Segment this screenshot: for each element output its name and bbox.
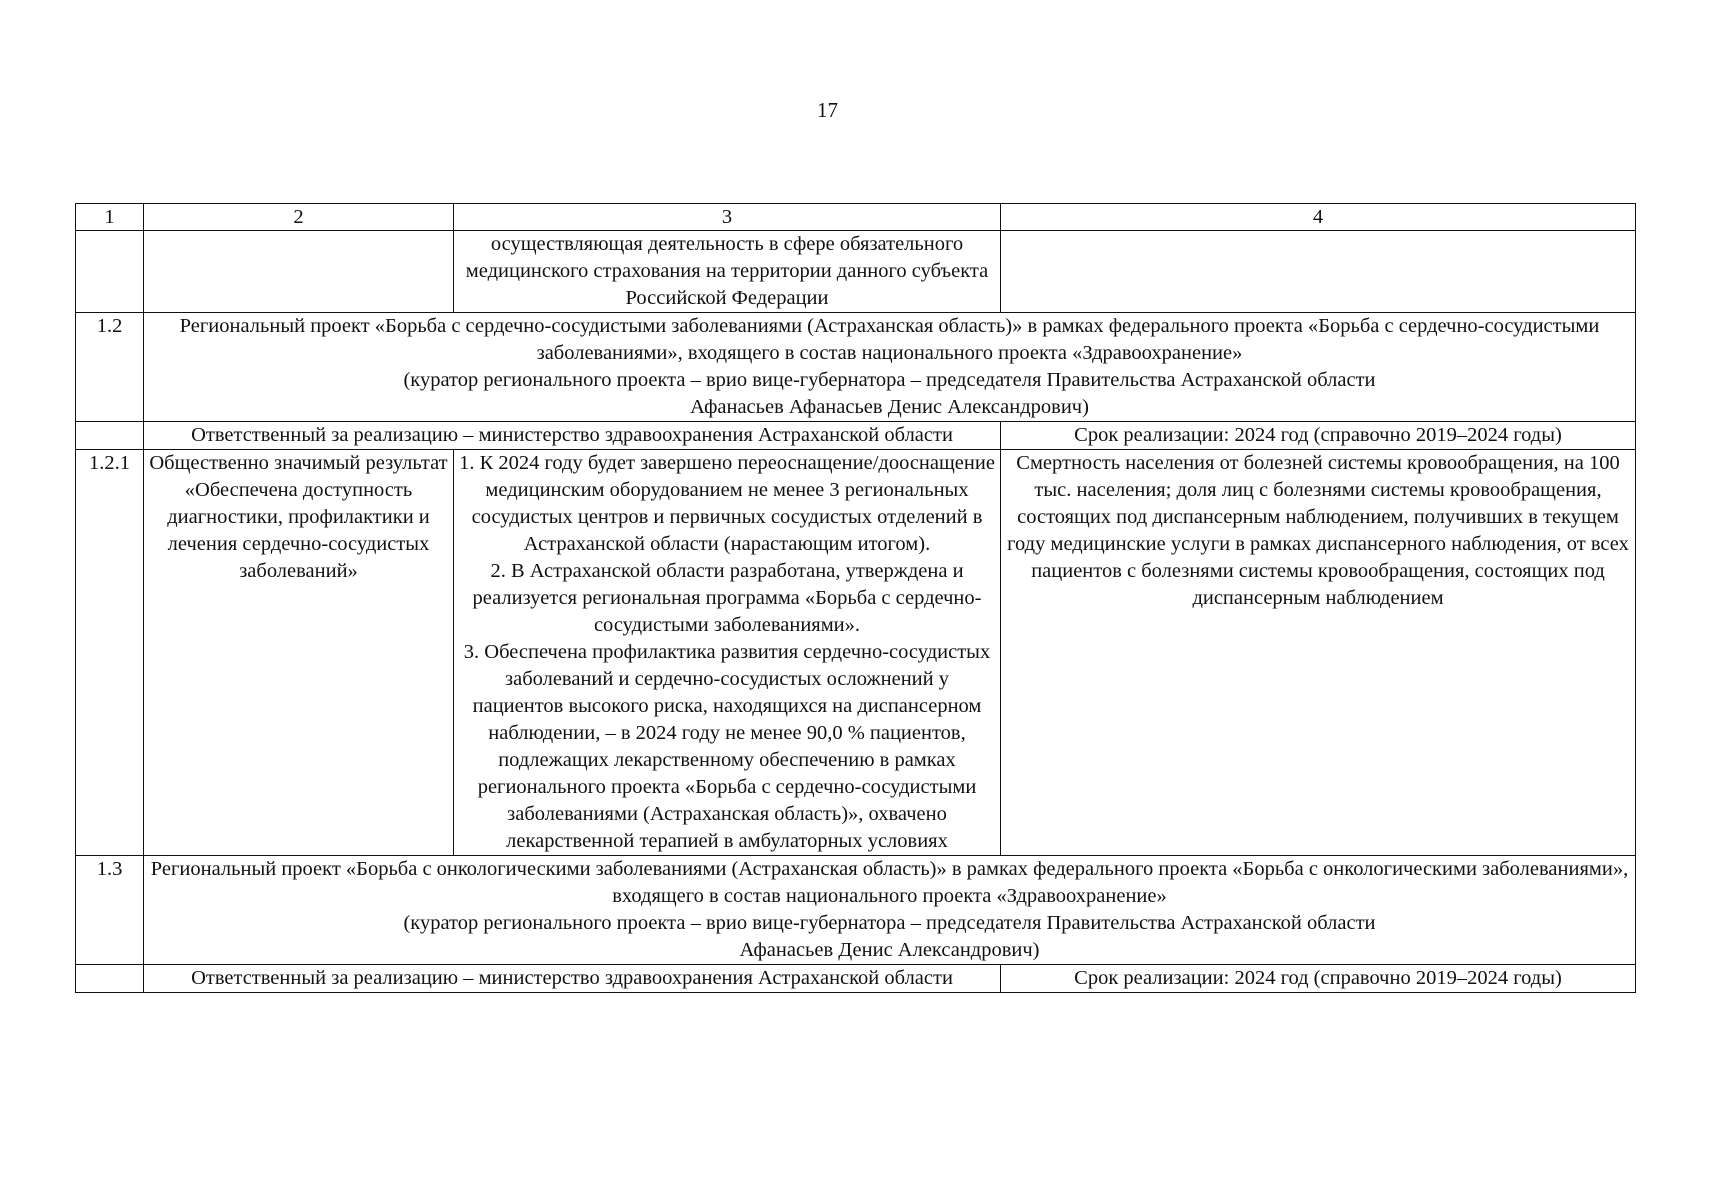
section-1-2-title-cell <box>144 313 1636 422</box>
section-1-2-curator-line1: (куратор регионального проекта – врио вице-губернатора – председателя Правительства Астраханской области <box>403 369 1376 391</box>
row-1-2-1-task-1: 1. К 2024 году будет завершено переоснащение/дооснащение медицинским оборудованием не менее 3 региональных сосудистых центров и первичных сосудистых отделений в Астраханской области (нарастающим итогом). <box>459 452 995 555</box>
section-1-3-term: Срок реализации: 2024 год (справочно 2019–2024 годы) <box>1001 965 1636 993</box>
section-1-2-title-row <box>76 313 1636 422</box>
header-cell-1: 1 <box>76 204 144 231</box>
section-1-3-curator-line1: (куратор регионального проекта – врио вице-губернатора – председателя Правительства Астраханской области <box>403 912 1376 934</box>
section-1-3-title-row <box>76 856 1636 965</box>
table-header-row <box>76 204 1636 231</box>
section-1-3-empty-num <box>76 965 144 993</box>
header-cell-4: 4 <box>1001 204 1636 231</box>
row-1-2-1-task-2: 2. В Астраханской области разработана, утверждена и реализуется региональная программа «Борьба с сердечно-сосудистыми заболеваниями». <box>472 560 982 636</box>
row-1-2-1-number: 1.2.1 <box>76 450 144 856</box>
continuation-col4-cell <box>1001 231 1636 313</box>
section-1-3-number: 1.3 <box>76 856 144 965</box>
continuation-col2-cell <box>144 231 454 313</box>
section-1-3-curator-line2: Афанасьев Денис Александрович) <box>739 939 1040 961</box>
page-number: 17 <box>817 98 838 122</box>
continuation-row <box>76 231 1636 313</box>
section-1-2-curator-line2: Афанасьев Афанасьев Денис Александрович) <box>690 396 1089 418</box>
header-cell-2: 2 <box>144 204 454 231</box>
section-1-3-title: Региональный проект «Борьба с онкологическими заболеваниями (Астраханская область)» в рамках федерального проекта «Борьба с онкологическими заболеваниями», входящего в состав национального проекта «Здравоохранение» <box>150 858 1629 907</box>
row-1-2-1-task-3: 3. Обеспечена профилактика развития сердечно-сосудистых заболеваний и сердечно-сосудистых осложнений у пациентов высокого риска, находящихся на диспансерном наблюдении, – в 2024 году не менее 90,0 % пациентов, подлежащих лекарственному обеспечению в рамках регионального проекта «Борьба с сердечно-сосудистыми заболеваниями (Астраханская область)», охвачено лекарственной терапией в амбулаторных условиях <box>463 641 991 852</box>
section-1-3-responsible: Ответственный за реализацию – министерство здравоохранения Астраханской области <box>144 965 1001 993</box>
section-1-2-responsible: Ответственный за реализацию – министерство здравоохранения Астраханской области <box>144 422 1001 450</box>
section-1-2-term: Срок реализации: 2024 год (справочно 2019–2024 годы) <box>1001 422 1636 450</box>
row-1-2-1 <box>76 450 1636 856</box>
section-1-3-title-cell <box>144 856 1636 965</box>
row-1-2-1-result: Общественно значимый результат «Обеспечена доступность диагностики, профилактики и лечения сердечно-сосудистых заболеваний» <box>144 450 454 856</box>
header-cell-3: 3 <box>454 204 1001 231</box>
row-1-2-1-tasks-cell <box>454 450 1001 856</box>
continuation-num-cell <box>76 231 144 313</box>
document-table <box>75 203 1636 993</box>
section-1-2-number: 1.2 <box>76 313 144 422</box>
section-1-2-empty-num <box>76 422 144 450</box>
section-1-3-responsible-row <box>76 965 1636 993</box>
section-1-2-responsible-row <box>76 422 1636 450</box>
section-1-2-title: Региональный проект «Борьба с сердечно-сосудистыми заболеваниями (Астраханская область)» в рамках федерального проекта «Борьба с сердечно-сосудистыми заболеваниями», входящего в состав национального проекта «Здравоохранение» <box>179 315 1600 364</box>
continuation-col3-cell: осуществляющая деятельность в сфере обязательного медицинского страхования на территории данного субъекта Российской Федерации <box>454 231 1001 313</box>
row-1-2-1-indicators: Смертность населения от болезней системы кровообращения, на 100 тыс. населения; доля лиц с болезнями системы кровообращения, состоящих под диспансерным наблюдением, получивших в текущем году медицинские услуги в рамках диспансерного наблюдения, от всех пациентов с болезнями системы кровообращения, состоящих под диспансерным наблюдением <box>1001 450 1636 856</box>
